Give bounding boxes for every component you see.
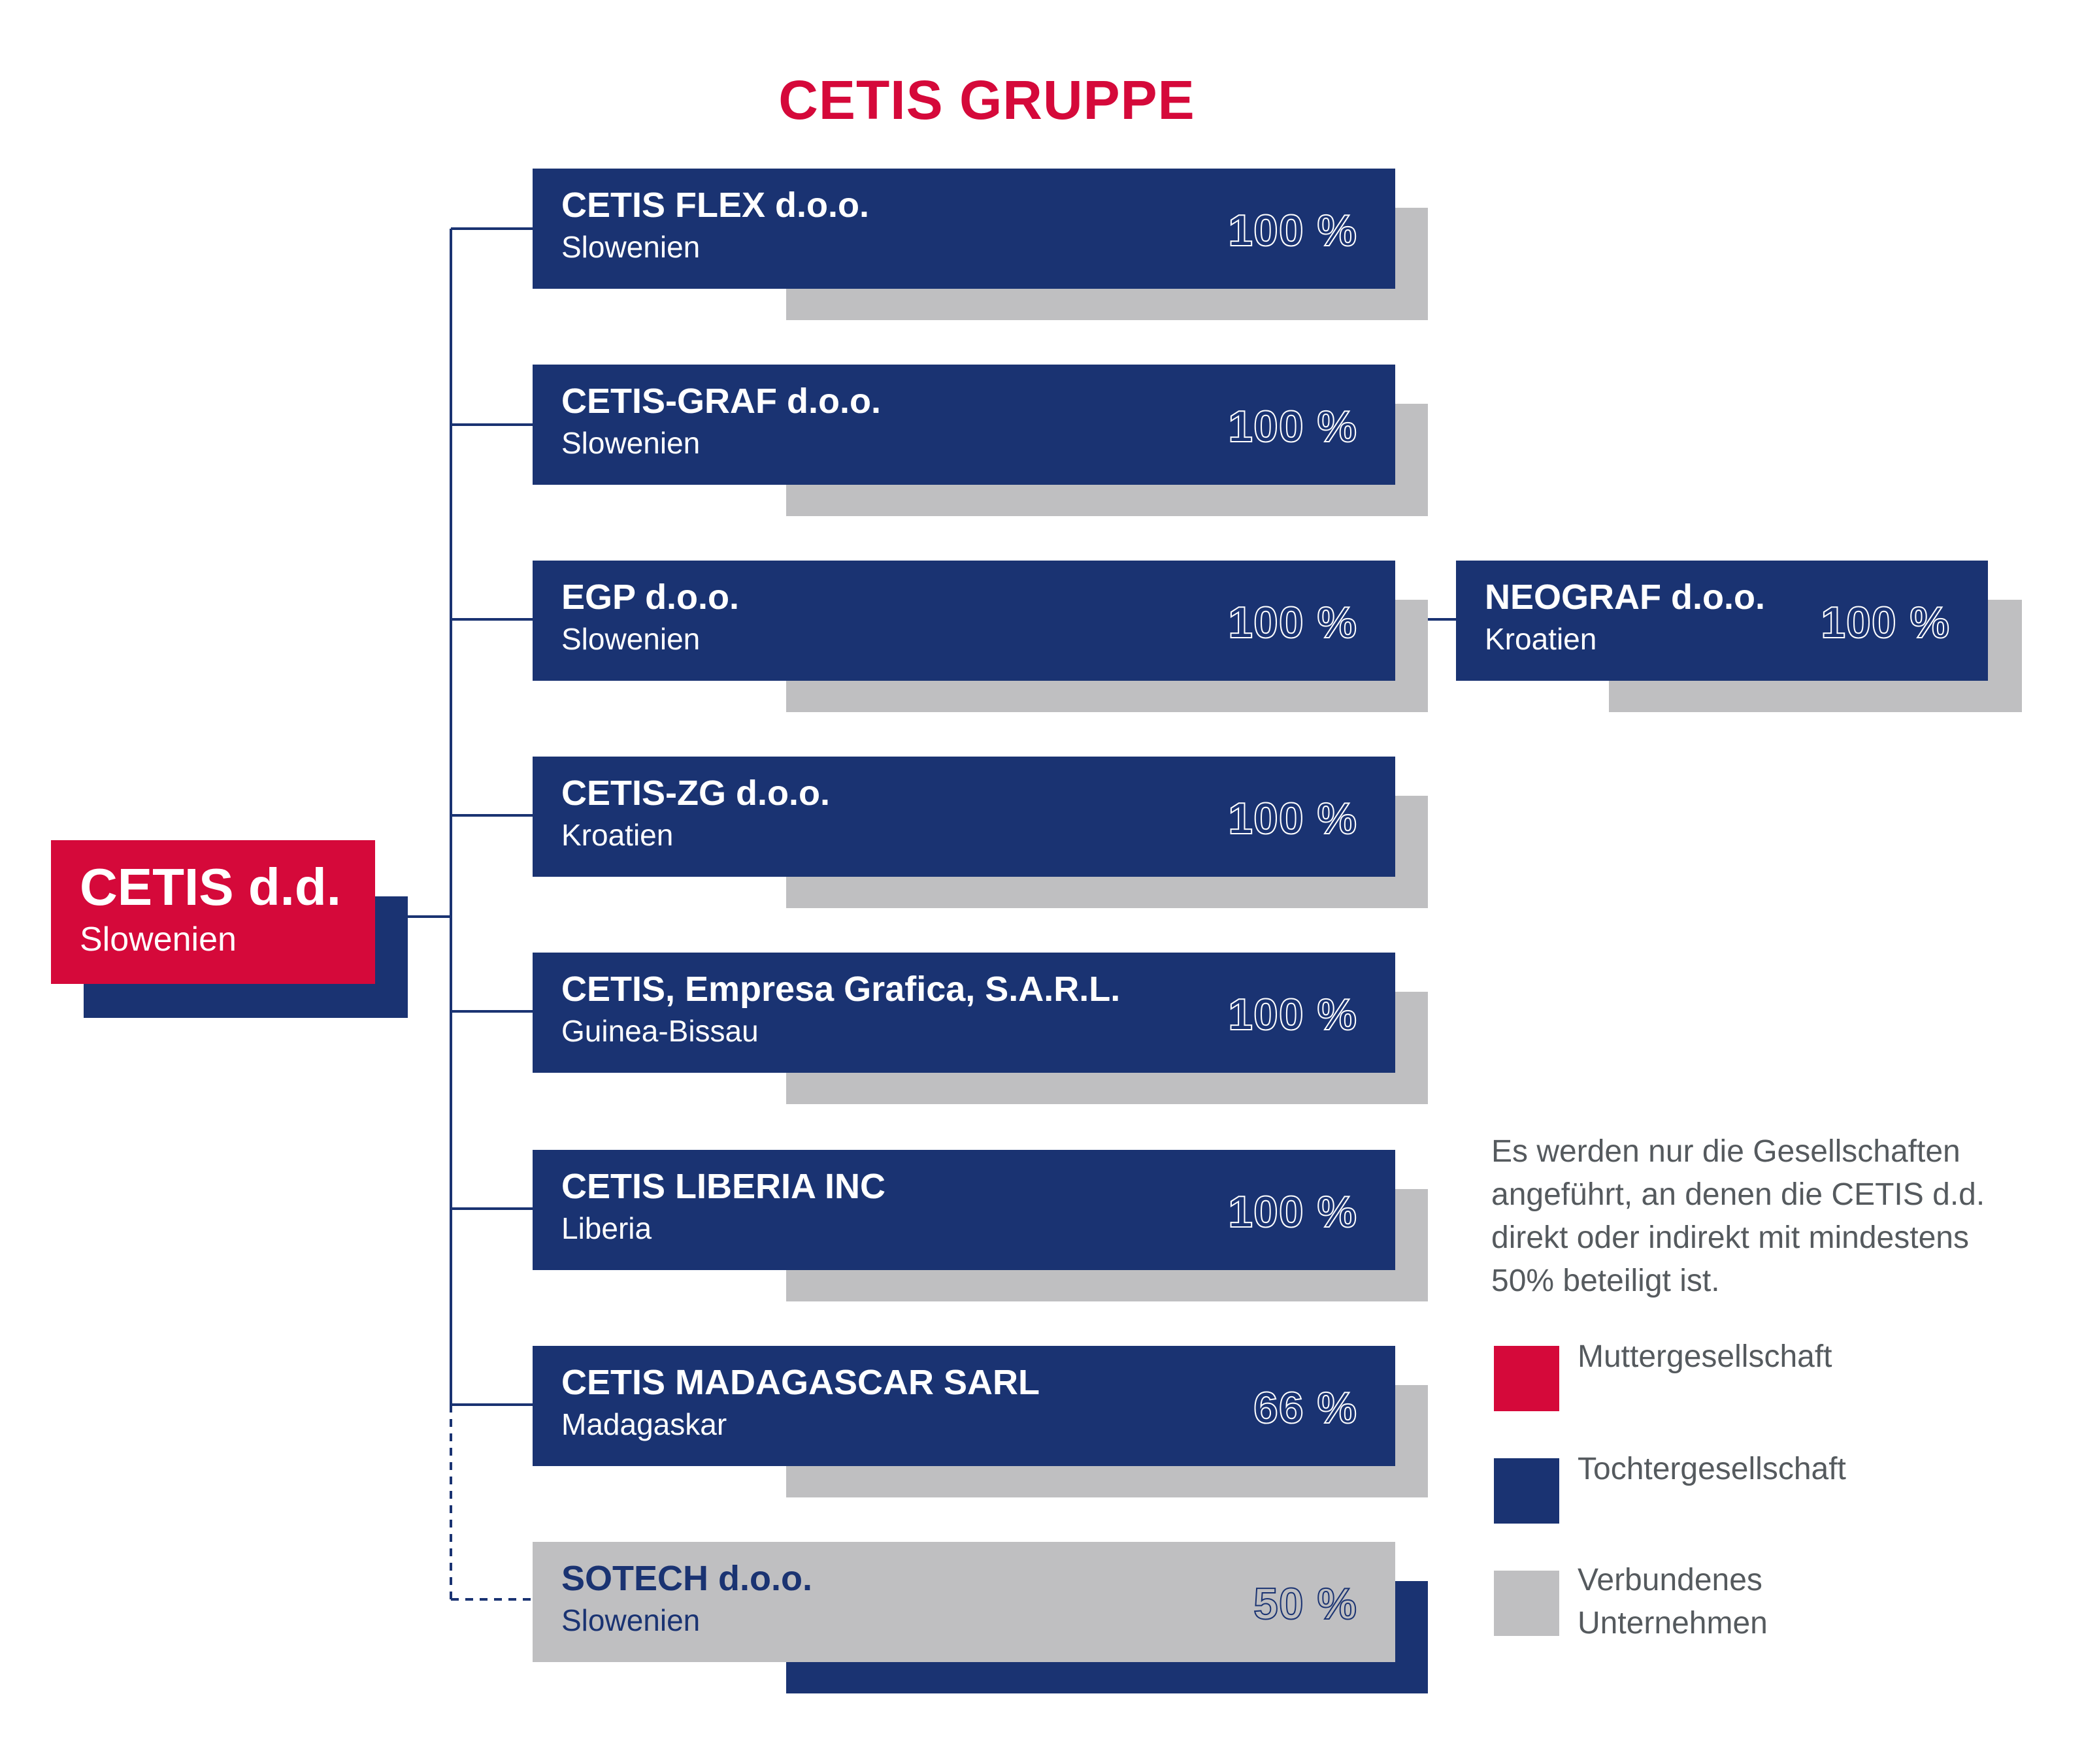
ownership-share: 66 % <box>1253 1383 1357 1433</box>
ownership-share: 100 % <box>1228 1187 1357 1237</box>
company-country: Slowenien <box>561 621 701 656</box>
company-box-cetis-flex <box>533 169 1395 289</box>
company-country: Slowenien <box>561 425 701 460</box>
ownership-share: 100 % <box>1228 206 1357 255</box>
ownership-share: 100 % <box>1228 990 1357 1039</box>
parent-company-country: Slowenien <box>80 921 237 958</box>
company-box-cetis-liberia <box>533 1150 1395 1270</box>
company-box-sotech <box>533 1542 1395 1662</box>
company-name: CETIS MADAGASCAR SARL <box>561 1363 1040 1402</box>
company-box-neograf <box>1456 561 1988 681</box>
parent-company-name: CETIS d.d. <box>80 858 341 916</box>
company-name: CETIS LIBERIA INC <box>561 1167 886 1206</box>
legend-swatch-parent <box>1494 1346 1559 1411</box>
company-box-egp <box>533 561 1395 681</box>
company-country: Slowenien <box>561 229 701 264</box>
company-box-cetis-madagascar <box>533 1346 1395 1466</box>
company-country: Kroatien <box>1485 621 1597 656</box>
company-name: CETIS FLEX d.o.o. <box>561 186 869 225</box>
company-name: EGP d.o.o. <box>561 578 740 617</box>
legend-label-parent: Muttergesellschaft <box>1578 1339 1832 1374</box>
ownership-share: 100 % <box>1228 598 1357 647</box>
ownership-share: 100 % <box>1228 402 1357 451</box>
company-name: NEOGRAF d.o.o. <box>1485 578 1765 617</box>
page-title: CETIS GRUPPE <box>778 69 1195 131</box>
company-box-cetis-graf <box>533 365 1395 485</box>
legend-label-associated: Verbundenes Unternehmen <box>1578 1563 1768 1641</box>
ownership-share: 50 % <box>1253 1579 1357 1629</box>
legend-label-subsidiary: Tochtergesellschaft <box>1578 1452 1846 1486</box>
company-country: Slowenien <box>561 1603 701 1637</box>
company-name: CETIS, Empresa Grafica, S.A.R.L. <box>561 970 1121 1009</box>
scope-note: Es werden nur die Gesellschaften angeführt, an denen die CETIS d.d. direkt oder indirekt mit mindestens 50% beteiligt ist. <box>1491 1134 1985 1298</box>
company-country: Guinea-Bissau <box>561 1013 759 1048</box>
company-box-cetis-empresa-grafica <box>533 953 1395 1073</box>
legend-swatch-associated <box>1494 1571 1559 1636</box>
parent-company-box <box>51 840 375 984</box>
company-country: Liberia <box>561 1211 652 1245</box>
ownership-share: 100 % <box>1821 598 1950 647</box>
company-country: Kroatien <box>561 817 674 852</box>
company-country: Madagaskar <box>561 1407 727 1441</box>
ownership-share: 100 % <box>1228 794 1357 843</box>
company-name: CETIS-ZG d.o.o. <box>561 774 830 813</box>
company-box-cetis-zg <box>533 757 1395 877</box>
company-name: SOTECH d.o.o. <box>561 1559 812 1598</box>
company-name: CETIS-GRAF d.o.o. <box>561 382 881 421</box>
legend-swatch-subsidiary <box>1494 1458 1559 1524</box>
